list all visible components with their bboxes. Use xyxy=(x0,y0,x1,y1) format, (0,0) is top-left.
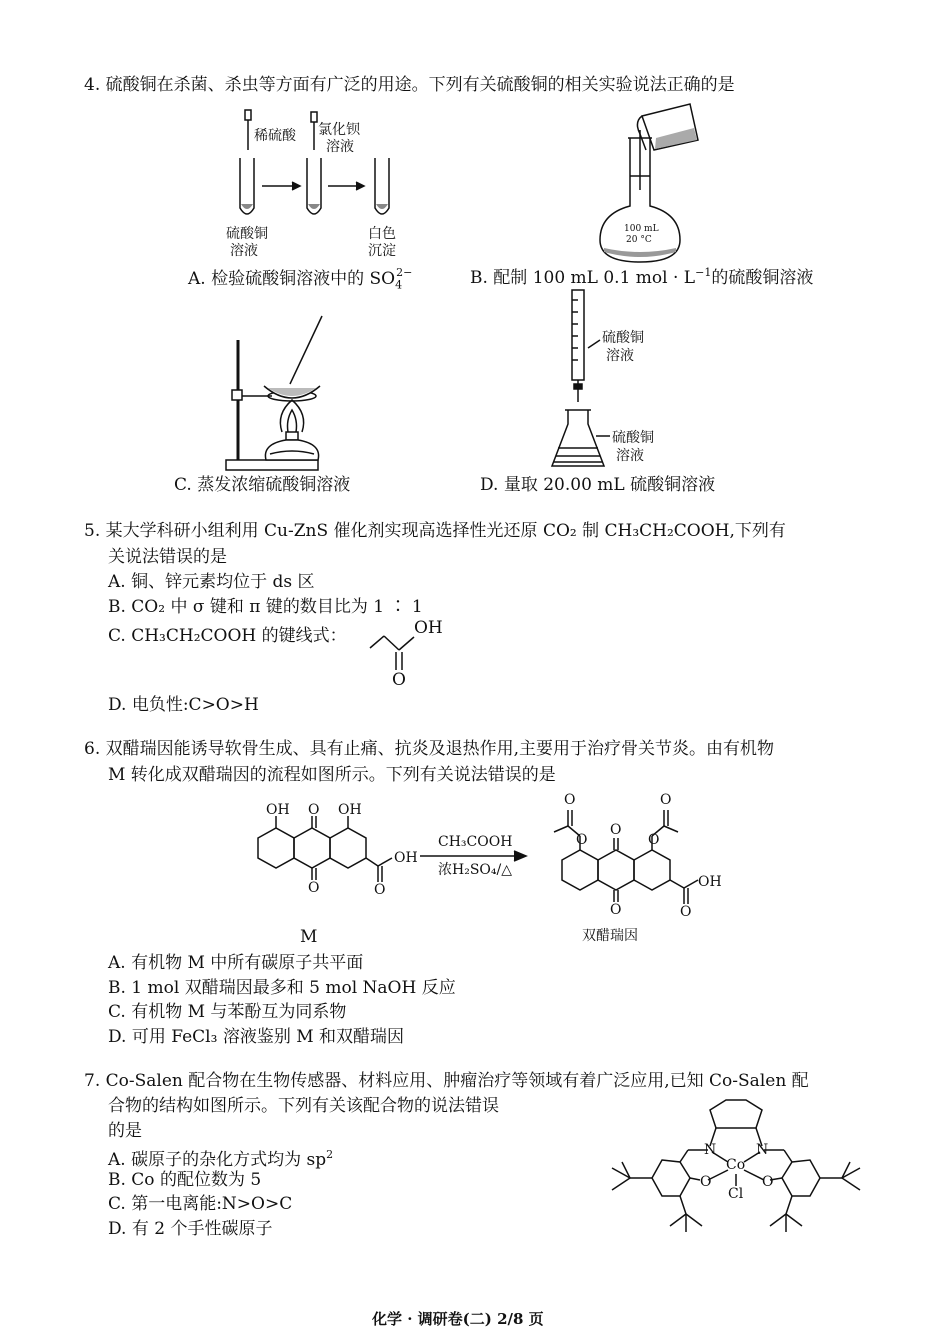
q5-option-a: A. 铜、锌元素均位于 ds 区 xyxy=(108,572,315,592)
q5-c-oh: OH xyxy=(414,618,443,638)
q7-option-b: B. Co 的配位数为 5 xyxy=(108,1170,262,1190)
burette-label-2: 溶液 xyxy=(606,348,634,364)
product-cooh-o: O xyxy=(680,904,692,920)
m-o-bottom: O xyxy=(308,880,320,896)
q6-stem-2: M 转化成双醋瑞因的流程如图所示。下列有关说法错误的是 xyxy=(108,765,556,785)
reagent-sulfuric-acid: 浓H₂SO₄/△ xyxy=(438,862,512,878)
product-o-right: O xyxy=(660,792,672,808)
q4-stem: 4. 硫酸铜在杀菌、杀虫等方面有广泛的用途。下列有关硫酸铜的相关实验说法正确的是 xyxy=(84,75,735,95)
q6-option-d: D. 可用 FeCl₃ 溶液鉴别 M 和双醋瑞因 xyxy=(108,1027,405,1047)
q5-c-o: O xyxy=(392,670,406,690)
option-a-sub: 4 xyxy=(395,278,403,292)
m-cooh-oh: OH xyxy=(394,850,418,866)
label-dilute-sulfuric-acid: 稀硫酸 xyxy=(254,128,296,144)
q7-stem-1: 7. Co-Salen 配合物在生物传感器、材料应用、肿瘤治疗等领域有着广泛应用,已知 Co-Salen 配 xyxy=(84,1071,809,1091)
option-a-text: A. 检验硫酸铜溶液中的 SO xyxy=(188,269,396,289)
q6-stem-1: 6. 双醋瑞因能诱导软骨生成、具有止痛、抗炎及退热作用,主要用于治疗骨关节炎。由有机物 xyxy=(84,739,775,759)
q7-option-a-sup: 2 xyxy=(326,1148,334,1161)
q6-option-b: B. 1 mol 双醋瑞因最多和 5 mol NaOH 反应 xyxy=(108,978,456,998)
q5-option-d: D. 电负性:C>O>H xyxy=(108,695,259,715)
m-o-top: O xyxy=(308,802,320,818)
q7-option-c: C. 第一电离能:N>O>C xyxy=(108,1194,293,1214)
q5-stem-1: 5. 某大学科研小组利用 Cu-ZnS 催化剂实现高选择性光还原 CO₂ 制 CH₃CH₂COOH,下列有 xyxy=(84,521,786,541)
q7-option-a-text: A. 碳原子的杂化方式均为 sp xyxy=(108,1150,327,1170)
label-diacerein: 双醋瑞因 xyxy=(582,928,638,944)
label-white-ppt-1: 白色 xyxy=(368,226,396,242)
label-cuso4-2: 溶液 xyxy=(230,243,258,259)
option-b-text: B. 配制 100 mL 0.1 mol · L xyxy=(470,268,696,288)
label-m: M xyxy=(300,927,318,947)
m-oh-left: OH xyxy=(266,802,290,818)
product-o-left: O xyxy=(564,792,576,808)
page-footer: 化学 · 调研卷(二) 2/8 页 xyxy=(372,1310,544,1328)
co-salen-o-right: O xyxy=(762,1174,774,1190)
q6-option-c: C. 有机物 M 与苯酚互为同系物 xyxy=(108,1002,347,1022)
label-cuso4-1: 硫酸铜 xyxy=(226,226,268,242)
option-c-caption: C. 蒸发浓缩硫酸铜溶液 xyxy=(174,475,351,495)
q5-option-c: C. CH₃CH₂COOH 的键线式： xyxy=(108,626,347,646)
q5-stem-2: 关说法错误的是 xyxy=(108,547,227,567)
product-o-ester-right: O xyxy=(648,832,660,848)
option-b-sup: −1 xyxy=(695,266,712,279)
label-white-ppt-2: 沉淀 xyxy=(368,243,396,259)
product-o-top: O xyxy=(610,822,622,838)
product-o-ester-left: O xyxy=(576,832,588,848)
q7-option-a xyxy=(108,1144,333,1171)
co-salen-n-right: N xyxy=(756,1142,769,1158)
flask-d-label-2: 溶液 xyxy=(616,448,644,464)
co-salen-n-left: N xyxy=(704,1142,717,1158)
q6-option-a: A. 有机物 M 中所有碳原子共平面 xyxy=(108,953,364,973)
co-salen-o-left: O xyxy=(700,1174,712,1190)
option-b-caption xyxy=(470,262,813,289)
option-a-caption xyxy=(188,262,412,296)
reagent-acetic-acid: CH₃COOH xyxy=(438,834,513,850)
burette-label-1: 硫酸铜 xyxy=(602,330,644,346)
flask-d-label-1: 硫酸铜 xyxy=(612,430,654,446)
m-cooh-o: O xyxy=(374,882,386,898)
option-b-tail: 的硫酸铜溶液 xyxy=(711,268,814,288)
option-a-sup: 2− xyxy=(396,266,413,279)
q7-stem-2: 合物的结构如图所示。下列有关该配合物的说法错误 xyxy=(108,1096,499,1116)
co-salen-cl: Cl xyxy=(728,1186,744,1202)
label-bacl2-2: 溶液 xyxy=(326,139,354,155)
q5-option-b: B. CO₂ 中 σ 键和 π 键的数目比为 1 ∶ 1 xyxy=(108,597,423,617)
product-o-bottom: O xyxy=(610,902,622,918)
q7-option-d: D. 有 2 个手性碳原子 xyxy=(108,1219,273,1239)
q7-stem-3: 的是 xyxy=(108,1121,142,1141)
label-bacl2-1: 氯化钡 xyxy=(318,122,360,138)
flask-temp-label: 20 °C xyxy=(626,235,652,245)
flask-volume-label: 100 mL xyxy=(624,224,659,234)
product-cooh-oh: OH xyxy=(698,874,722,890)
option-d-caption: D. 量取 20.00 mL 硫酸铜溶液 xyxy=(480,475,716,495)
co-salen-co: Co xyxy=(726,1157,746,1173)
m-oh-right: OH xyxy=(338,802,362,818)
